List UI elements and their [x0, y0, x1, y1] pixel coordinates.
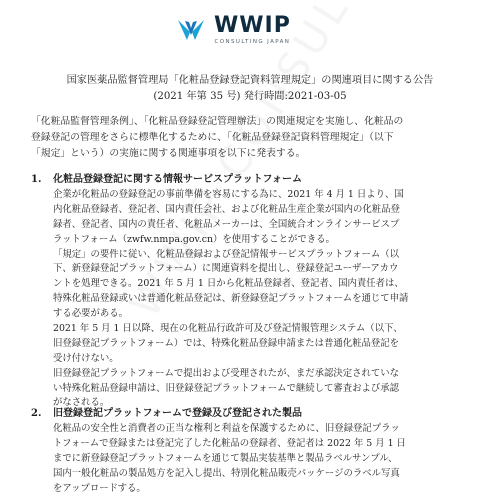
wwip-wing-logo-icon [176, 18, 206, 42]
body-line: 2021 年 5 月 1 日以降、現在の化粧品行政許可及び登記情報管理システム（以下、 [53, 323, 403, 335]
section-title: 化粧品登録登記に関する情報サービスプラットフォーム [53, 174, 302, 185]
body-line: 特殊化粧品登録或いは普通化粧品登記は、新登録登記プラットフォームを通じて申請 [53, 293, 409, 305]
section-heading [31, 406, 481, 422]
section-2 [31, 406, 481, 496]
body-line: ントを処理できる。2021 年 5 月 1 日から化粧品登録者、登記者、国内責任者は、 [53, 278, 404, 290]
body-line: 内化粧品登録者、登記者、国内責任会社、および化粧品生産企業が国内の化粧品登 [53, 203, 400, 215]
document-issue-info: (2021 年第 35 号) 発行時間:2021-03-05 [153, 91, 347, 102]
section-title: 旧登録登記プラットフォームで登録及び登記された製品 [53, 408, 302, 419]
brand-subtitle: CONSULTING JAPAN [214, 39, 291, 45]
body-line: 企業が化粧品の登録登記の事前準備を容易にする為に、2021 年 4 月 1 日より、国 [53, 189, 404, 200]
body-line: 受け付けない。 [53, 352, 119, 364]
body-line: 旧登録登記プラットフォーム）では、特殊化粧品登録申請または普通化粧品登記を [53, 337, 399, 349]
section-number: 2. [31, 408, 42, 419]
body-line: 下、新登録登記プラットフォーム）に関連資料を提出し、登録登記ユーザーアカウ [53, 263, 399, 275]
section-body [53, 422, 481, 496]
document-title: 国家医薬品監督管理局「化粧品登録登記資料管理規定」の関連項目に関する公告 [66, 75, 434, 86]
body-line: 旧登録登記プラットフォームで提出および受理されたが、まだ承認決定されていな [53, 367, 399, 379]
body-line: 化粧品の安全性と消費者の正当な権利と利益を保護するために、旧登録登記プラッ [53, 423, 400, 434]
intro-line: 登録登記の管理をさらに標準化するために、「化粧品登録登記資料管理規定」（以下 [31, 132, 394, 144]
body-line: 「規定」の要件に従い、化粧品登録および登記情報サービスプラットフォーム（以 [53, 248, 399, 260]
body-line: する必要がある。 [53, 308, 129, 320]
intro-line: 「規定」という）の実施に関する関連事項を以下に発表する。 [31, 148, 306, 160]
body-line: までに新登録登記プラットフォームを通じて製品実装基準と製品ラベルサンプル、 [53, 452, 398, 464]
body-line: トフォームで登録または登記完了した化粧品の登録者、登記者は 2022 年 5 月 1 日 [53, 437, 406, 449]
intro-line: 「化粧品監督管理条例」、「化粧品登録登記管理辦法」の関連規定を実施し、化粧品の [31, 116, 404, 127]
body-line: をアップロードする。 [53, 482, 146, 494]
body-line: がなされる。 [53, 397, 110, 409]
section-number: 1. [31, 174, 42, 185]
body-line: 録者、登記者、国内の責任者、化粧品メーカーは、全国統合オンラインサービスプ [53, 218, 400, 230]
company-logo [176, 14, 291, 45]
body-line: 国内一般化粧品の製品処方を記入し提出、特別化粧品販売パッケージのラベル写真 [53, 467, 400, 479]
section-heading [31, 172, 481, 188]
brand-name: WWIP [214, 13, 291, 38]
intro-paragraph [31, 114, 476, 163]
section-body [53, 188, 481, 411]
body-line: い特殊化粧品登録申請は、旧登録登記プラットフォームで継続して審査および承認 [53, 382, 399, 394]
body-line: ラットフォーム（zwfw.nmpa.gov.cn）を使用することができる。 [53, 233, 335, 245]
section-1 [31, 172, 481, 411]
